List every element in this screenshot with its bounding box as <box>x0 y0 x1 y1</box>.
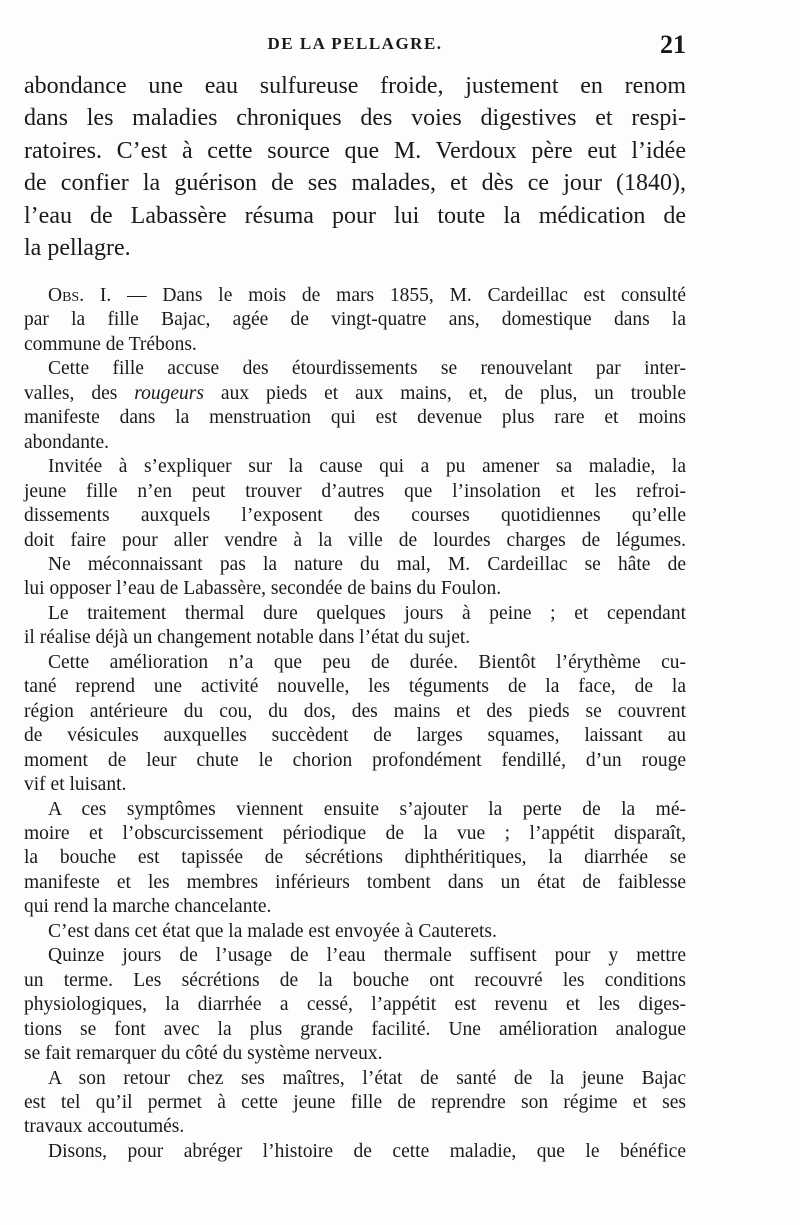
text-line: qui rend la marche chancelante. <box>24 896 272 918</box>
text-line: A ces symptômes viennent ensuite s’ajouter la perte de la mé- <box>48 798 686 820</box>
text-line: travaux accoutumés. <box>24 1116 185 1138</box>
running-header <box>24 30 686 60</box>
text-line: A son retour chez ses maîtres, l’état de santé de la jeune Bajac <box>48 1067 686 1089</box>
observation-block <box>24 284 686 1164</box>
text-line: manifeste et les membres inférieurs tombent dans un état de faiblesse <box>24 871 686 893</box>
text-line: région antérieure du cou, du dos, des mains et des pieds se couvrent <box>24 700 686 722</box>
text-line: doit faire pour aller vendre à la ville de lourdes charges de légumes. <box>24 529 686 551</box>
text-line: Le traitement thermal dure quelques jours à peine ; et cependant <box>48 602 686 624</box>
text-line: dans les maladies chroniques des voies digestives et respi- <box>24 105 686 132</box>
text-line: Cette fille accuse des étourdissements se renouvelant par inter- <box>48 358 686 380</box>
text-line: Cette amélioration n’a que peu de durée. Bientôt l’érythème cu- <box>48 651 686 673</box>
text-fragment: aux pieds et aux mains, et, de plus, un trouble <box>203 382 686 404</box>
text-line: abondante. <box>24 431 110 453</box>
text-line: un terme. Les sécrétions de la bouche ont recouvré les conditions <box>24 969 686 991</box>
text-line: tions se font avec la plus grande facilité. Une amélioration analogue <box>24 1018 686 1040</box>
text-line: abondance une eau sulfureuse froide, justement en renom <box>24 73 686 99</box>
text-line: il réalise déjà un changement notable dans l’état du sujet. <box>24 627 471 649</box>
text-line: moire et l’obscurcissement périodique de la vue ; l’appétit disparaît, <box>24 822 686 844</box>
text-line: C’est dans cet état que la malade est envoyée à Cauterets. <box>48 920 497 942</box>
text-line: la bouche est tapissée de sécrétions diphthéritiques, la diarrhée se <box>24 847 686 869</box>
italic-word: rougeurs <box>134 382 204 404</box>
text-line: jeune fille n’en peut trouver d’autres que l’insolation et les refroi- <box>24 480 686 502</box>
text-line: manifeste dans la menstruation qui est devenue plus rare et moins <box>24 407 686 429</box>
text-line: Disons, pour abréger l’histoire de cette maladie, que le bénéfice <box>48 1140 686 1162</box>
text-line: tané reprend une activité nouvelle, les téguments de la face, de la <box>24 676 686 698</box>
text-line: de vésicules auxquelles succèdent de larges squames, laissant au <box>24 725 686 747</box>
text-line: dissements auxquels l’exposent des courses quotidiennes qu’elle <box>24 505 686 527</box>
page-number: 21 <box>660 30 686 59</box>
intro-paragraph <box>24 70 686 264</box>
text-fragment: valles, des <box>24 382 135 404</box>
text-line: commune de Trébons. <box>24 333 197 355</box>
text-line: l’eau de Labassère résuma pour lui toute la médication de <box>24 202 686 229</box>
text-line-with-italic <box>24 382 686 406</box>
text-line: la pellagre. <box>24 235 131 262</box>
text-line: se fait remarquer du côté du système nerveux. <box>24 1043 383 1065</box>
text-line: moment de leur chute le chorion profondément fendillé, d’un rouge <box>24 749 686 771</box>
text-line: vif et luisant. <box>24 774 127 796</box>
text-line: lui opposer l’eau de Labassère, secondée de bains du Foulon. <box>24 578 502 600</box>
text-line: Quinze jours de l’usage de l’eau thermale suffisent pour y mettre <box>48 945 686 967</box>
text-line: Ne méconnaissant pas la nature du mal, M. Cardeillac se hâte de <box>48 553 686 575</box>
text-line: de confier la guérison de ses malades, et dès ce jour (1840), <box>24 170 686 197</box>
observation-label: Obs. I. <box>48 285 112 306</box>
observation-heading-line <box>24 284 686 308</box>
text-line: ratoires. C’est à cette source que M. Verdoux père eut l’idée <box>24 137 686 164</box>
running-title: DE LA PELLAGRE. <box>267 34 443 53</box>
observation-heading-rest: — Dans le mois de mars 1855, M. Cardeillac est consulté <box>111 285 687 306</box>
text-line: physiologiques, la diarrhée a cessé, l’appétit est revenu et les diges- <box>24 994 686 1016</box>
text-line: Invitée à s’expliquer sur la cause qui a pu amener sa maladie, la <box>48 456 686 478</box>
text-line: est tel qu’il permet à cette jeune fille de reprendre son régime et ses <box>24 1091 686 1113</box>
text-line: par la fille Bajac, agée de vingt-quatre ans, domestique dans la <box>24 309 686 331</box>
